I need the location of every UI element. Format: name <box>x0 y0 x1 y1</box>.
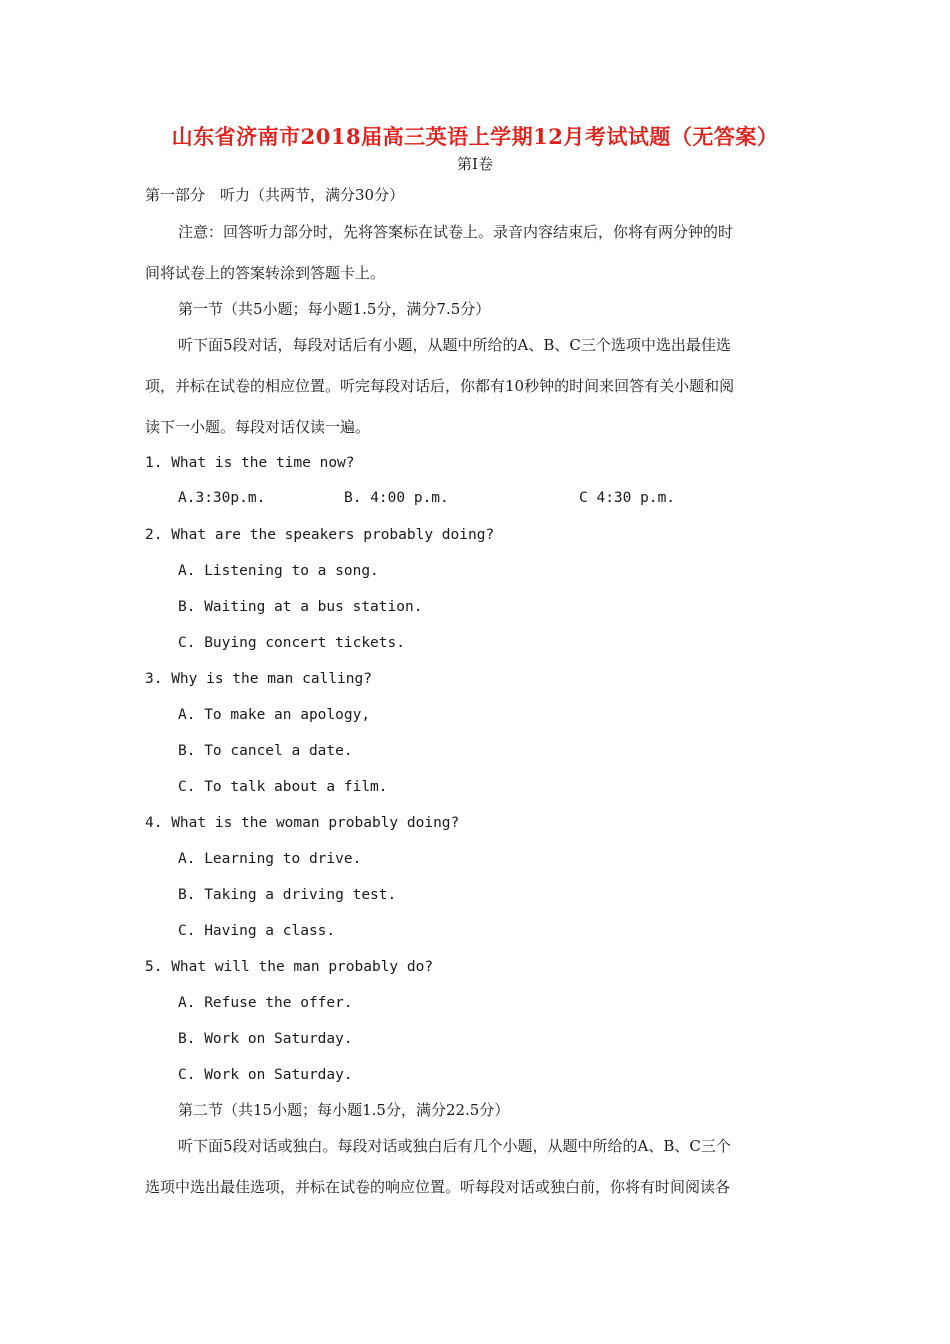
instruction-line: 选项中选出最佳选项，并标在试卷的响应位置。听每段对话或独白前，你将有时间阅读各 <box>145 1178 731 1196</box>
instruction-line: 项，并标在试卷的相应位置。听完每段对话后，你都有10秒钟的时间来回答有关小题和阅 <box>145 377 735 395</box>
section-heading: 第二节（共15小题；每小题1.5分，满分22.5分） <box>178 1101 510 1119</box>
question: 5. What will the man probably do? <box>145 959 434 975</box>
option: C. Work on Saturday. <box>178 1067 353 1083</box>
question: 4. What is the woman probably doing? <box>145 815 460 831</box>
option: A. Learning to drive. <box>178 851 362 867</box>
option: A. Refuse the offer. <box>178 995 353 1011</box>
section-heading: 第一节（共5小题；每小题1.5分，满分7.5分） <box>178 300 491 318</box>
option: B. Taking a driving test. <box>178 887 397 903</box>
option: A. Listening to a song. <box>178 563 379 579</box>
option: B. Waiting at a bus station. <box>178 599 423 615</box>
option: B. Work on Saturday. <box>178 1031 353 1047</box>
document-title: 山东省济南市2018届高三英语上学期12月考试试题（无答案） <box>171 124 779 149</box>
option: C 4:30 p.m. <box>579 490 676 506</box>
part-heading: 第一部分 听力（共两节，满分30分） <box>145 186 405 204</box>
option: C. Buying concert tickets. <box>178 635 405 651</box>
option: A.3:30p.m. <box>178 490 266 506</box>
instruction-line: 听下面5段对话，每段对话后有小题，从题中所给的A、B、C三个选项中选出最佳选 <box>178 336 731 354</box>
notice-line: 注意：回答听力部分时，先将答案标在试卷上。录音内容结束后，你将有两分钟的时 <box>178 223 734 241</box>
notice-line: 间将试卷上的答案转涂到答题卡上。 <box>145 264 386 282</box>
instruction-line: 读下一小题。每段对话仅读一遍。 <box>145 418 371 436</box>
instruction-line: 听下面5段对话或独白。每段对话或独白后有几个小题，从题中所给的A、B、C三个 <box>178 1137 731 1155</box>
option: C. To talk about a film. <box>178 779 388 795</box>
volume-label: 第I卷 <box>457 155 493 173</box>
option: C. Having a class. <box>178 923 336 939</box>
option: B. 4:00 p.m. <box>344 490 449 506</box>
question: 2. What are the speakers probably doing? <box>145 527 495 543</box>
question: 1. What is the time now? <box>145 455 355 471</box>
option: A. To make an apology, <box>178 707 371 723</box>
question: 3. Why is the man calling? <box>145 671 372 687</box>
option: B. To cancel a date. <box>178 743 353 759</box>
